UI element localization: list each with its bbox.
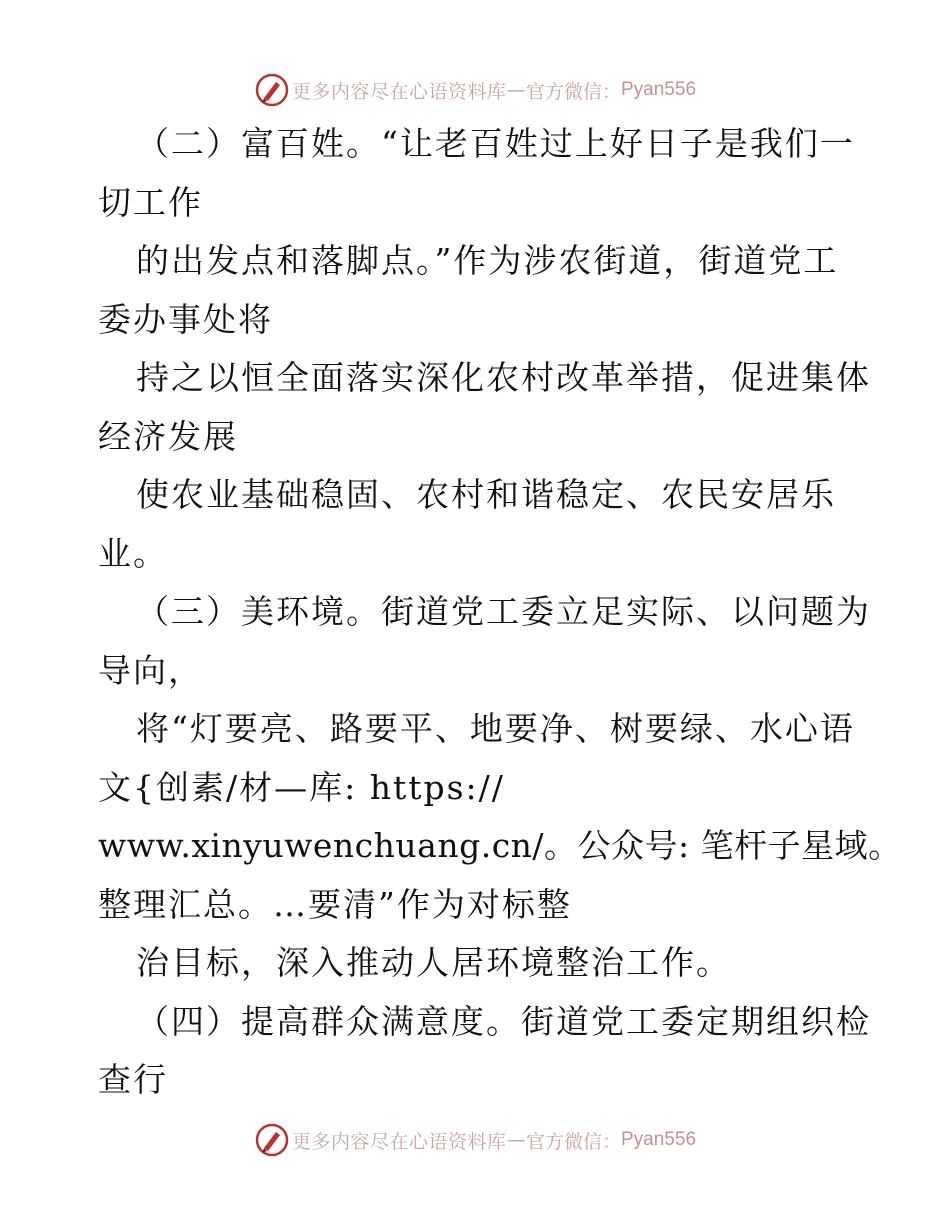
text-line: （三）美环境。街道党工委立足实际、以问题为 — [136, 592, 871, 631]
text-line: （四）提高群众满意度。街道党工委定期组织检 — [136, 1001, 871, 1041]
document-body — [98, 115, 902, 1110]
pen-logo-icon — [254, 72, 290, 108]
text-line: 查行 — [98, 1060, 168, 1099]
banner-wechat-id: Pyan556 — [621, 1129, 697, 1150]
text-line: 文{创素/材—库: https:// — [98, 767, 505, 807]
banner-text: 更多内容尽在心语资料库 — [291, 1130, 507, 1153]
banner-dash: — — [506, 79, 526, 101]
text-line: （二）富百姓。“让老百姓过上好日子是我们一 — [136, 124, 855, 163]
banner-dash: — — [506, 1129, 526, 1151]
banner-text: 更多内容尽在心语资料库 — [291, 80, 507, 103]
banner-wechat-label: 官方微信： — [525, 1130, 621, 1153]
text-line: 经济发展 — [98, 416, 238, 456]
text-line: 的出发点和落脚点。”作为涉农街道，街道党工 — [136, 241, 839, 280]
text-line: 整理汇总。…要清”作为对标整 — [98, 884, 572, 924]
text-line: www.xinyuwenchuang.cn/。公众号: 笔杆子星域。 — [98, 826, 902, 865]
text-line: 将“灯要亮、路要平、地要净、树要绿、水心语 — [136, 709, 855, 748]
text-line: 委办事处将 — [98, 299, 273, 339]
text-line: 使农业基础稳固、农村和谐稳定、农民安居乐 — [136, 475, 836, 514]
banner-wechat-label: 官方微信： — [525, 80, 621, 103]
text-line: 持之以恒全面落实深化农村改革举措，促进集体 — [136, 358, 871, 397]
banner-wechat-id: Pyan556 — [621, 79, 697, 100]
text-line: 业。 — [98, 533, 168, 573]
text-line: 治目标，深入推动人居环境整治工作。 — [136, 943, 731, 982]
footer-watermark-banner — [0, 1120, 950, 1160]
pen-logo-icon — [254, 1122, 290, 1158]
text-line: 切工作 — [98, 182, 203, 222]
text-line: 导向， — [98, 650, 203, 690]
header-watermark-banner — [0, 70, 950, 110]
